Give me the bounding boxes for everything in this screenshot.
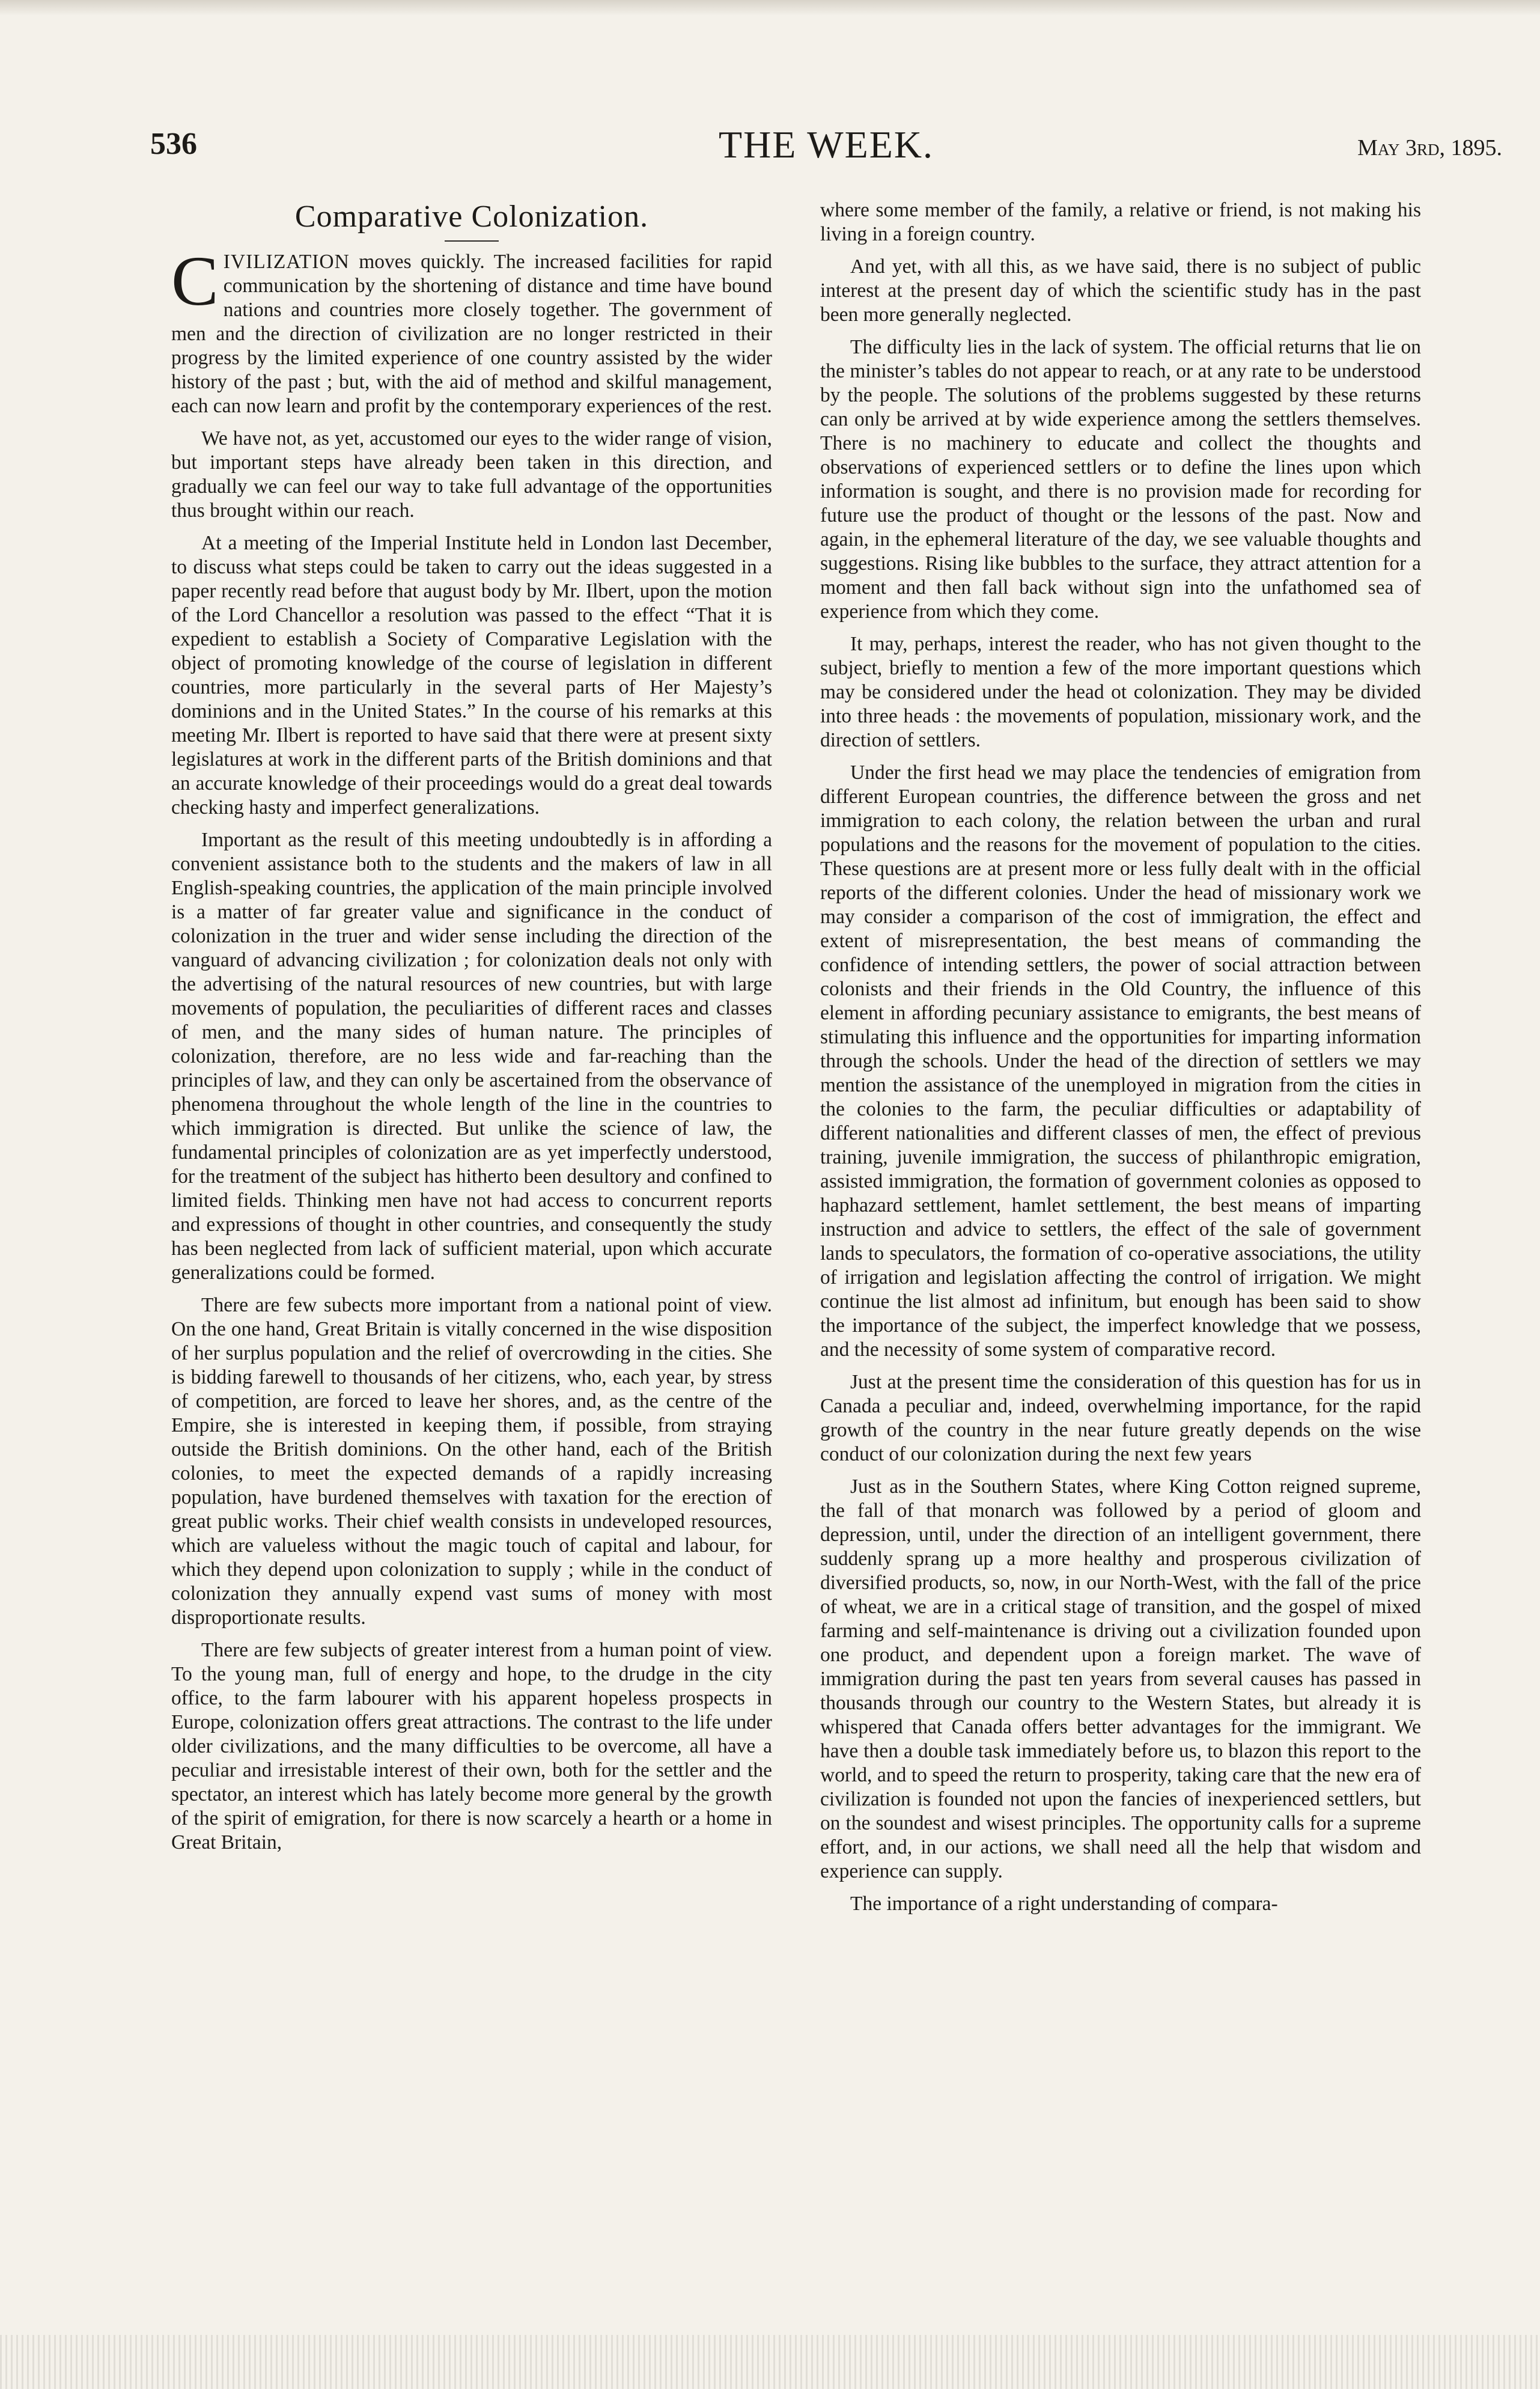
page-top-edge: [0, 0, 1540, 16]
paragraph-continued: where some member of the family, a relative or friend, is not making his living in a foreign country.: [820, 199, 1421, 245]
paragraph: There are few subects more important from a national point of view. On the one hand, Great Britain is vitally concerned in the wise disposition of her surplus population and the relief of overcrowding in the cities. She is bidding farewell to thousands of her citizens, who, each year, by stress of competition, are forced to leave her shores, and, as the centre of the Empire, she is interested in keeping them, if possible, from straying outside the British dominions. On the other hand, each of the British colonies, to meet the expected demands of a rapidly increasing population, have burdened themselves with taxation for the erection of great public works. Their chief wealth consists in undeveloped resources, which are valueless without the magic touch of capital and labour, for which they depend upon colonization to supply ; while in the conduct of colonization they annually expend vast sums of money with most disproportionate results.: [171, 1294, 772, 1629]
title-rule: [445, 240, 499, 242]
issue-date: May 3rd, 1895.: [1357, 135, 1502, 160]
page-bottom-edge: [0, 2335, 1540, 2389]
paragraph: Important as the result of this meeting undoubtedly is in affording a convenient assistance both to the students and the makers of law in all English-speaking countries, the application of the main principle involved is a matter of far greater value and significance in the conduct of colonization in the truer and wider sense including the direction of the vanguard of advancing civilization ; for colonization deals not only with the advertising of the natural resources of new countries, but with large movements of population, the peculiarities of different races and classes of men, and the many sides of human nature. The principles of colonization, therefore, are no less wide and far-reaching than the principles of law, and they can only be ascertained from the observance of phenomena throughout the whole length of the line in the countries to which immigration is directed. But unlike the science of law, the fundamental principles of colonization are as yet imperfectly understood, for the treatment of the subject has hitherto been desultory and confined to limited fields. Thinking men have not had access to concurrent reports and expressions of thought in other countries, and consequently the study has been neglected from lack of sufficient material, upon which accurate generalizations could be formed.: [171, 829, 772, 1284]
paragraph-1: [171, 242, 772, 418]
paragraph: There are few subjects of greater interest from a human point of view. To the young man, full of energy and hope, to the drudge in the city office, to the farm labourer with his apparent hopeless prospects in Europe, colonization offers great attractions. The contrast to the life under older civilizations, and the many difficulties to be overcome, all have a peculiar and irresistable interest of their own, both for the settler and the spectator, an interest which has lately become more general by the growth of the spirit of emigration, for there is now scarcely a hearth or a home in Great Britain,: [171, 1639, 772, 1854]
paragraph: Just at the present time the consideration of this question has for us in Canada a peculiar and, indeed, overwhelming importance, for the rapid growth of the country in the near future greatly depends on the wise conduct of our colonization during the next few years: [820, 1371, 1421, 1465]
masthead: [150, 123, 1502, 174]
paragraph-1-text: moves quickly. The increased facilities for rapid communication by the shortening of distance and time have bound nations and countries more closely together. The government of men and the direction of civilization are no longer restricted in their progress by the limited experience of one country assisted by the wider history of the past ; but, with the aid of method and skilful management, each can now learn and profit by the contemporary experiences of the rest.: [171, 251, 772, 417]
paragraph: Just as in the Southern States, where King Cotton reigned supreme, the fall of that monarch was followed by a period of gloom and depression, until, under the direction of an intelligent government, there suddenly sprang up a more healthy and prosperous civilization of diversified products, so, now, in our North-West, with the fall of the price of wheat, we are in a critical stage of transition, and the gospel of mixed farming and self-maintenance is driving out a civilization founded upon one product, and dependent upon a foreign market. The wave of immigration during the past ten years from several causes has passed in thousands through our country to the Western States, but already it is whispered that Canada offers better advantages for the immigrant. We have then a double task immediately before us, to blazon this report to the world, and to speed the return to prosperity, taking care that the new era of civilization is founded not upon the fancies of inexperienced settlers, but on the soundest and wisest principles. The opportunity calls for a supreme effort, and, in our actions, we shall need all the help that wisdom and experience can supply.: [820, 1475, 1421, 1882]
column-right: [820, 198, 1421, 1924]
paragraph: The importance of a right understanding of compara-: [850, 1893, 1278, 1915]
page-number: 536: [150, 127, 197, 161]
lead-word: IVILIZATION: [223, 251, 350, 273]
paragraph: We have not, as yet, accustomed our eyes to the wider range of vision, but important steps have already been taken in this direction, and gradually we can feel our way to take full advantage of the opportunities thus brought within our reach.: [171, 427, 772, 522]
paragraph: It may, perhaps, interest the reader, who has not given thought to the subject, briefly to mention a few of the more important questions which may be considered under the head ot colonization. They may be divided into three heads : the movements of population, missionary work, and the direction of settlers.: [820, 633, 1421, 751]
drop-cap: C: [171, 242, 219, 320]
paragraph: Under the first head we may place the tendencies of emigration from different European countries, the difference between the gross and net immigration to each colony, the relation between the urban and rural populations and the reasons for the movement of population to the cities. These questions are at present more or less fully dealt with in the official reports of the different colonies. Under the head of missionary work we may consider a comparison of the cost of immigration, the effect and extent of misrepresentation, the best means of commanding the confidence of intending settlers, the power of social attraction between colonists and their friends in the Old Country, the influence of this element in affording pecuniary assistance to emigrants, the best means of stimulating this influence and the opportunities for imparting information through the schools. Under the head of the direction of settlers we may mention the assistance of the unemployed in migration from the cities in the colonies to the farm, the peculiar difficulties or adaptability of different nationalities and different classes of men, the effect of previous training, juvenile immigration, the success of philanthropic emigration, assisted immigration, the formation of government colonies as opposed to haphazard settlement, hamlet settlement, the best means of imparting instruction and advice to settlers, the effect of the sale of government lands to speculators, the formation of co-operative associations, the utility of irrigation and legislation affecting the control of irrigation. We might continue the list almost ad infinitum, but enough has been said to show the importance of the subject, the imperfect knowledge that we possess, and the necessity of some system of comparative record.: [820, 761, 1421, 1361]
paragraph: And yet, with all this, as we have said, there is no subject of public interest at the present day of which the scientific study has in the past been more generally neglected.: [820, 255, 1421, 326]
paragraph: The difficulty lies in the lack of system. The official returns that lie on the minister’s tables do not appear to reach, or at any rate to be understood by the people. The solutions of the problems suggested by these returns can only be arrived at by wide experience among the settlers themselves. There is no machinery to educate and collect the thoughts and observations of experienced settlers or to define the lines upon which information is sought, and there is no provision made for recording for future use the product of thought or the lessons of the past. Now and again, in the ephemeral literature of the day, we see valuable thoughts and suggestions. Rising like bubbles to the surface, they attract attention for a moment and then fall back without sign into the unfathomed sea of experience from which they come.: [820, 336, 1421, 623]
paragraph: At a meeting of the Imperial Institute held in London last December, to discuss what steps could be taken to carry out the ideas suggested in a paper recently read before that august body by Mr. Ilbert, upon the motion of the Lord Chancellor a resolution was passed to the effect “That it is expedient to establish a Society of Comparative Legislation with the object of promoting knowledge of the course of legislation in different countries, more particularly in the several parts of Her Majesty’s dominions and in the United States.” In the course of his remarks at this meeting Mr. Ilbert is reported to have said that there were at present sixty legislatures at work in the different parts of the British dominions and that an accurate knowledge of their proceedings would do a great deal towards checking hasty and imperfect generalizations.: [171, 532, 772, 819]
journal-title: THE WEEK.: [718, 123, 934, 166]
column-left: [171, 198, 772, 1863]
article-title: Comparative Colonization.: [294, 200, 649, 234]
